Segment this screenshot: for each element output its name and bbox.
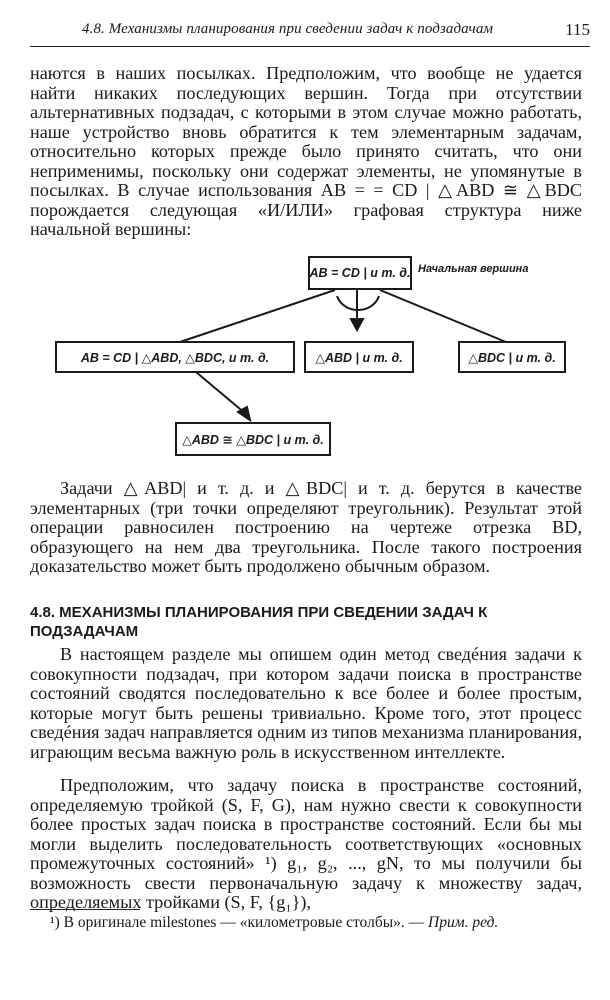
paragraph-intro: В настоящем разделе мы опишем один метод сведéния задачи к совокупности подзадач, при котором задачи поиска в пространстве состояний сводятся последовательно к все более и более простым, которые могут быть решены тривиально. Кроме того, этот процесс сведéния задач направляется одним из типов механизма планирования, играющим весьма важную роль в искусственном интеллекте.: [30, 644, 582, 762]
graph-node-middle: △ABD | и т. д.: [304, 341, 414, 373]
footnote: [50, 914, 590, 932]
section-heading: 4.8. МЕХАНИЗМЫ ПЛАНИРОВАНИЯ ПРИ СВЕДЕНИИ ЗАДАЧ К ПОДЗАДАЧАМ: [30, 604, 488, 640]
graph-node-right: △BDC | и т. д.: [458, 341, 566, 373]
running-header: [30, 20, 590, 47]
footnote-editor-note: Прим. ред.: [428, 914, 499, 931]
and-or-graph: [0, 246, 610, 470]
arrowhead-middle: [351, 319, 363, 330]
graph-node-bottom: △ABD ≅ △BDC | и т. д.: [175, 422, 331, 456]
edge-left-bottom: [196, 372, 246, 414]
edge-root-left: [180, 290, 335, 342]
paragraph-continuation: наются в наших посылках. Предположим, что вообще не удается найти никаких последующих вершин. Тогда при отсутствии альтернативных подзадач, с которыми в этом случае можно работать, наше устройство вновь обратится к тем элементарным задачам, относительно которых прежде было принято считать, что они неприменимы, поскольку они содержат элементы, не упомянутые в посылках. В случае использования AB = = CD | △ABD ≅ △BDC порождается следующая «И/ИЛИ» графовая структура ниже начальной вершины:: [30, 63, 582, 239]
footnote-rule: [30, 909, 140, 910]
running-title: 4.8. Механизмы планирования при сведении задач к подзадачам: [82, 21, 494, 37]
graph-node-root: AB = CD | и т. д.: [308, 256, 412, 290]
graph-node-left: AB = CD | △ABD, △BDC, и т. д.: [55, 341, 295, 373]
edge-root-right: [380, 290, 506, 342]
paragraph-state-space: Предположим, что задачу поиска в пространстве состояний, определяемую тройкой (S, F, G), нам нужно свести к совокупности более простых задач поиска в пространстве состояний. Если бы мы могли выделить последовательность соответствующих «основных промежуточных состояний» ¹) g₁, g₂, ..., gN, то мы получили бы возможность свести первоначальную задачу к множеству задач, определяемых тройками (S, F, {g₁}),: [30, 775, 582, 912]
footnote-text: ¹) В оригинале milestones — «километровые столбы». —: [50, 914, 429, 931]
page-number: 115: [565, 20, 590, 39]
root-node-label: Начальная вершина: [418, 263, 529, 275]
paragraph-elementary-tasks: Задачи △ABD| и т. д. и △BDC| и т. д. берутся в качестве элементарных (три точки определяют треугольник). Результат этой операции равносилен построению на чертеже отрезка BD, образующего на нем два треугольника. После такого построения доказательство может быть продолжено обычным образом.: [30, 478, 582, 576]
